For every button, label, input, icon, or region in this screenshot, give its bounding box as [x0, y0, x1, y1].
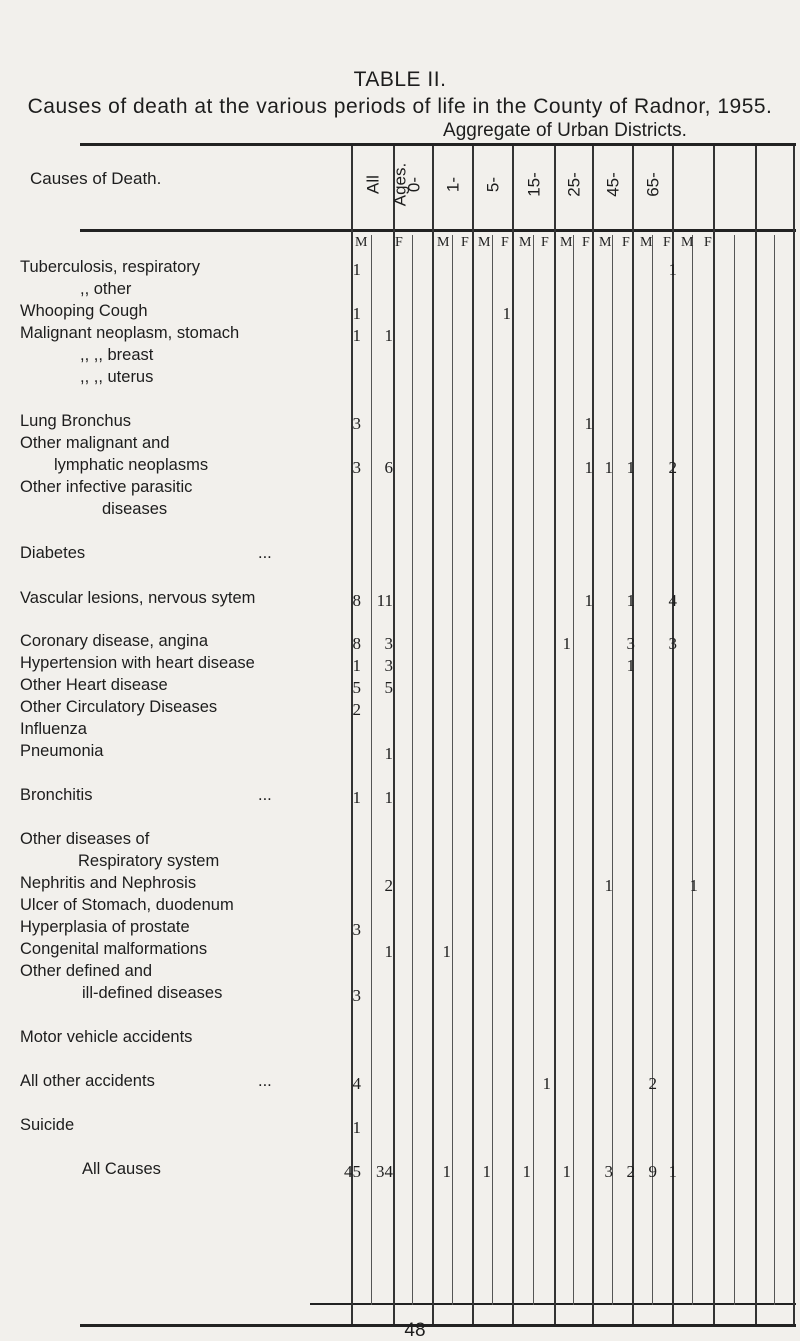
- sex-divider: [692, 235, 693, 1305]
- value-cell: 3: [352, 458, 361, 477]
- column-divider: [793, 146, 795, 1324]
- sex-divider: [612, 235, 613, 1305]
- value-cell: 1: [626, 458, 635, 477]
- sex-label-m: M: [355, 235, 368, 250]
- value-cell: 1: [668, 1162, 677, 1181]
- value-cell: 9: [648, 1162, 657, 1181]
- column-divider: [512, 146, 514, 1324]
- column-divider: [472, 146, 474, 1324]
- cause-label: Other Circulatory Diseases: [20, 698, 218, 716]
- value-cell: 1: [626, 656, 635, 675]
- value-cell: 8: [352, 591, 361, 610]
- page-number: 48: [404, 1320, 426, 1341]
- value-cell: 1: [482, 1162, 491, 1181]
- value-cell: 1: [522, 1162, 531, 1181]
- leader-dots: ...: [258, 1072, 272, 1090]
- value-cell: 6: [384, 458, 393, 477]
- cause-label: All other accidents: [20, 1072, 155, 1090]
- sex-divider: [412, 235, 413, 1305]
- age-header-ages: Ages.: [390, 162, 410, 207]
- sex-divider: [533, 235, 534, 1305]
- value-cell: 3: [384, 656, 393, 675]
- column-divider: [592, 146, 594, 1324]
- value-cell: 3: [352, 920, 361, 939]
- sex-divider: [774, 235, 775, 1305]
- value-cell: 45: [344, 1162, 361, 1181]
- cause-label: Other defined and: [20, 962, 153, 980]
- sex-label-f: F: [622, 235, 630, 250]
- sex-label-m: M: [478, 235, 491, 250]
- cause-label: Other diseases of: [20, 830, 150, 848]
- cause-label: Ulcer of Stomach, duodenum: [20, 896, 234, 914]
- table-caption: Causes of death at the various periods of life in the County of Radnor, 1955.: [27, 95, 773, 118]
- value-cell: 1: [668, 260, 677, 279]
- value-cell: 2: [384, 876, 393, 895]
- value-cell: 1: [502, 304, 511, 323]
- column-divider: [554, 146, 556, 1324]
- value-cell: 5: [384, 678, 393, 697]
- value-cell: 1: [352, 326, 361, 345]
- table-label: TABLE II.: [353, 68, 447, 91]
- cause-label: Diabetes: [20, 544, 86, 562]
- cause-label: Coronary disease, angina: [20, 632, 209, 650]
- cause-label: Respiratory system: [78, 852, 220, 870]
- leader-dots: ...: [258, 786, 272, 804]
- value-cell: 2: [352, 700, 361, 719]
- age-header-25: 25-: [564, 172, 584, 197]
- sex-divider: [452, 235, 453, 1305]
- cause-label: Suicide: [20, 1116, 75, 1134]
- district-heading: Aggregate of Urban Districts.: [443, 120, 687, 141]
- value-cell: 1: [584, 414, 593, 433]
- value-cell: 1: [384, 942, 393, 961]
- value-cell: 1: [542, 1074, 551, 1093]
- sex-label-f: F: [663, 235, 671, 250]
- column-divider: [755, 146, 757, 1324]
- total-rule: [310, 1303, 796, 1305]
- value-cell: 1: [352, 260, 361, 279]
- sex-divider: [734, 235, 735, 1305]
- age-header-5: 5-: [483, 176, 503, 193]
- value-cell: 1: [584, 591, 593, 610]
- sex-label-f: F: [501, 235, 509, 250]
- value-cell: 1: [442, 1162, 451, 1181]
- value-cell: 5: [352, 678, 361, 697]
- cause-label: Other malignant and: [20, 434, 170, 452]
- age-header-65: 65-: [643, 172, 663, 197]
- cause-label: Malignant neoplasm, stomach: [20, 324, 240, 342]
- leader-dots: ...: [258, 544, 272, 562]
- column-divider: [672, 146, 674, 1324]
- sex-label-f: F: [395, 235, 403, 250]
- value-cell: 34: [376, 1162, 393, 1181]
- cause-label: Vascular lesions, nervous sytem: [20, 589, 256, 607]
- cause-label: All Causes: [82, 1160, 161, 1178]
- sex-divider: [371, 235, 372, 1305]
- cause-label: Congenital malformations: [20, 940, 208, 958]
- sex-divider: [573, 235, 574, 1305]
- value-cell: 3: [626, 634, 635, 653]
- value-cell: 2: [626, 1162, 635, 1181]
- header-rule: [80, 229, 796, 232]
- value-cell: 1: [352, 788, 361, 807]
- cause-label: Influenza: [20, 720, 87, 738]
- value-cell: 4: [668, 591, 677, 610]
- value-cell: 3: [352, 986, 361, 1005]
- value-cell: 1: [352, 304, 361, 323]
- value-cell: 1: [626, 591, 635, 610]
- value-cell: 1: [584, 458, 593, 477]
- age-header-45: 45-: [603, 172, 623, 197]
- cause-label: ill-defined diseases: [82, 984, 223, 1002]
- cause-label: Tuberculosis, respiratory: [20, 258, 201, 276]
- cause-label: Pneumonia: [20, 742, 104, 760]
- causes-header: Causes of Death.: [30, 169, 162, 188]
- age-header-15: 15-: [524, 172, 544, 197]
- cause-label: Nephritis and Nephrosis: [20, 874, 197, 892]
- column-divider: [393, 146, 395, 1324]
- value-cell: 11: [376, 591, 393, 610]
- column-divider: [432, 146, 434, 1324]
- age-header-0: 0-: [404, 176, 423, 193]
- value-cell: 1: [352, 1118, 361, 1137]
- value-cell: 1: [604, 458, 613, 477]
- sex-label-m: M: [640, 235, 653, 250]
- value-cell: 8: [352, 634, 361, 653]
- value-cell: 4: [352, 1074, 361, 1093]
- value-cell: 1: [384, 744, 393, 763]
- age-header-all: All: [363, 175, 383, 194]
- cause-label: Other Heart disease: [20, 676, 168, 694]
- sex-label-f: F: [541, 235, 549, 250]
- cause-label: Hyperplasia of prostate: [20, 918, 190, 936]
- cause-label: Whooping Cough: [20, 302, 148, 320]
- value-cell: 1: [384, 788, 393, 807]
- cause-label: diseases: [102, 500, 168, 518]
- value-cell: 2: [668, 458, 677, 477]
- cause-label: Other infective parasitic: [20, 478, 193, 496]
- value-cell: 2: [648, 1074, 657, 1093]
- sex-label-m: M: [519, 235, 532, 250]
- top-rule: [80, 143, 796, 146]
- value-cell: 3: [352, 414, 361, 433]
- cause-label: lymphatic neoplasms: [54, 456, 209, 474]
- cause-label: Lung Bronchus: [20, 412, 131, 430]
- cause-label: ,, ,, breast: [80, 346, 154, 364]
- value-cell: 1: [384, 326, 393, 345]
- value-cell: 3: [668, 634, 677, 653]
- sex-label-f: F: [461, 235, 469, 250]
- value-cell: 1: [352, 656, 361, 675]
- age-header-1: 1-: [443, 176, 462, 193]
- sex-label-m: M: [437, 235, 450, 250]
- sex-label-f: F: [582, 235, 590, 250]
- cause-label: ,, other: [80, 280, 132, 298]
- value-cell: 1: [442, 942, 451, 961]
- column-divider: [713, 146, 715, 1324]
- value-cell: 1: [604, 876, 613, 895]
- sex-label-m: M: [599, 235, 612, 250]
- value-cell: 1: [562, 634, 571, 653]
- column-divider: [632, 146, 634, 1324]
- value-cell: 1: [689, 876, 698, 895]
- sex-divider: [652, 235, 653, 1305]
- sex-label-m: M: [681, 235, 694, 250]
- value-cell: 3: [384, 634, 393, 653]
- cause-label: Hypertension with heart disease: [20, 654, 255, 672]
- cause-label: Motor vehicle accidents: [20, 1028, 193, 1046]
- value-cell: 1: [562, 1162, 571, 1181]
- value-cell: 3: [604, 1162, 613, 1181]
- cause-label: ,, ,, uterus: [80, 368, 154, 386]
- cause-label: Bronchitis: [20, 786, 93, 804]
- sex-label-m: M: [560, 235, 573, 250]
- sex-divider: [492, 235, 493, 1305]
- sex-label-f: F: [704, 235, 712, 250]
